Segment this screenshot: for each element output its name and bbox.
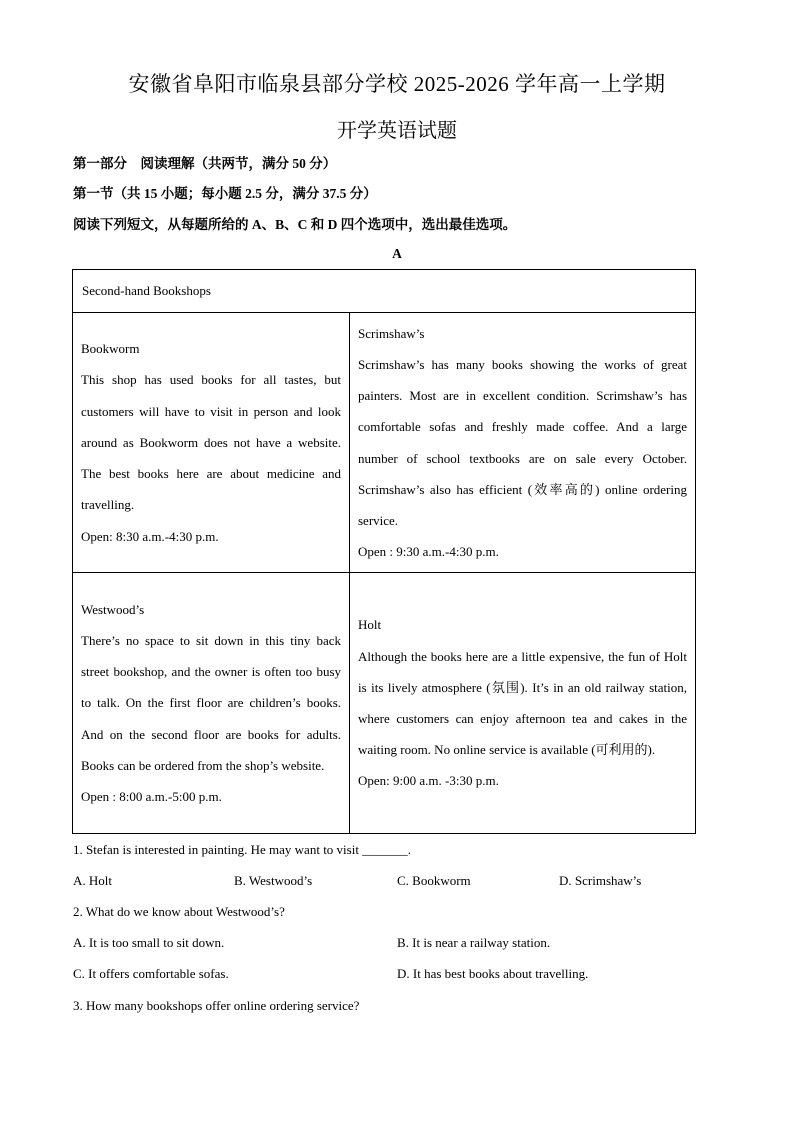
part-heading: 第一部分 阅读理解（共两节，满分 50 分）: [73, 156, 337, 171]
shop-name-westwood: Westwood’s: [81, 601, 145, 617]
passage-label: A: [392, 246, 402, 261]
section-heading: 第一节（共 15 小题；每小题 2.5 分，满分 37.5 分）: [73, 186, 377, 201]
q2-option-a[interactable]: A. It is too small to sit down.: [73, 935, 225, 950]
shop-name-scrimshaw: Scrimshaw’s: [358, 325, 425, 341]
question-3-stem: 3. How many bookshops offer online ordering service?: [73, 998, 360, 1013]
q1-option-b[interactable]: B. Westwood’s: [234, 873, 313, 888]
shop-text-scrimshaw: Scrimshaw’s has many books showing the works of great painters. Most are in excellent condition. Scrimshaw’s has comfortable sofas and freshly made coffee. And a large number of school textbooks are on sale every October. Scrimshaw’s also has efficient (效率高的) online ordering service.: [358, 356, 687, 528]
shop-text-holt: Although the books here are a little expensive, the fun of Holt is its lively atmosphere (氛围). It’s in an old railway station, where customers can enjoy afternoon tea and cakes in the waiting room. No online service is available (可利用的).: [358, 648, 687, 758]
q1-option-c[interactable]: C. Bookworm: [397, 873, 471, 888]
q2-option-d[interactable]: D. It has best books about travelling.: [397, 966, 589, 981]
shop-hours-bookworm: Open: 8:30 a.m.-4:30 p.m.: [81, 528, 219, 544]
shop-name-bookworm: Bookworm: [81, 341, 140, 357]
shop-text-bookworm: This shop has used books for all tastes, but customers will have to visit in person and look around as Bookworm does not have a website. The best books here are about medicine and travelling.: [81, 372, 341, 513]
shop-hours-scrimshaw: Open : 9:30 a.m.-4:30 p.m.: [358, 544, 499, 560]
instruction-text: 阅读下列短文，从每题所给的 A、B、C 和 D 四个选项中，选出最佳选项。: [73, 217, 517, 232]
bookshop-table: [72, 269, 696, 834]
question-2-stem: 2. What do we know about Westwood’s?: [73, 904, 285, 919]
shop-name-holt: Holt: [358, 617, 382, 633]
shop-hours-holt: Open: 9:00 a.m. -3:30 p.m.: [358, 773, 499, 789]
q1-option-d[interactable]: D. Scrimshaw’s: [559, 873, 642, 888]
cell-holt: [350, 573, 696, 834]
cell-westwood: [73, 573, 350, 834]
q2-option-b[interactable]: B. It is near a railway station.: [397, 935, 551, 950]
shop-text-westwood: There’s no space to sit down in this tiny back street bookshop, and the owner is often too busy to talk. On the first floor are children’s books. And on the second floor are books for adults. Books can be ordered from the shop’s website.: [81, 632, 341, 773]
shop-hours-westwood: Open : 8:00 a.m.-5:00 p.m.: [81, 789, 222, 804]
cell-bookworm: [73, 313, 350, 573]
q2-option-c[interactable]: C. It offers comfortable sofas.: [73, 966, 229, 981]
exam-title: 安徽省阜阳市临泉县部分学校 2025-2026 学年高一上学期: [128, 72, 666, 96]
q1-option-a[interactable]: A. Holt: [73, 873, 112, 888]
cell-scrimshaw: [350, 313, 696, 573]
question-1-stem: 1. Stefan is interested in painting. He may want to visit _______.: [73, 842, 411, 857]
exam-subtitle: 开学英语试题: [337, 120, 457, 142]
table-header: Second-hand Bookshops: [73, 270, 696, 313]
